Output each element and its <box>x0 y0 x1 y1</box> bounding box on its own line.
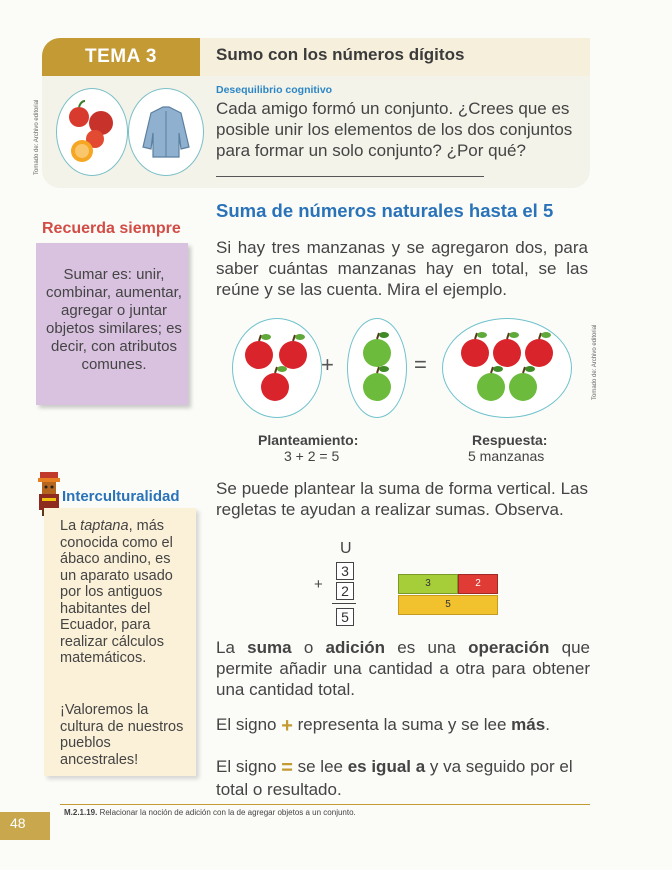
red-apple-icon <box>525 332 553 367</box>
def-text-part: La <box>216 638 248 657</box>
sum-line <box>332 603 356 604</box>
regleta-green: 3 <box>398 574 458 594</box>
respuesta-label: Respuesta: <box>472 432 548 448</box>
recuerda-title: Recuerda siempre <box>42 220 181 237</box>
vertical-plus-sign: + <box>314 576 323 593</box>
definition-paragraph <box>216 637 590 700</box>
red-apple-icon <box>261 366 289 401</box>
def-bold-adicion: adición <box>325 638 386 657</box>
body-paragraph-2: Se puede plantear la suma de forma vertical. Las regletas te ayudan a realizar sumas. Observa. <box>216 479 588 519</box>
def-text-part: que permite añadir una cantidad a otra para obtener una cantidad total. <box>216 638 590 699</box>
green-apple-icon <box>363 366 391 401</box>
inter-text-part: La <box>60 518 81 534</box>
taptana-word: taptana <box>80 518 129 534</box>
def-bold-suma: suma <box>247 638 292 657</box>
eq-text-part: y va seguido por el total o resultado. <box>216 757 573 799</box>
units-column-header: U <box>340 540 352 557</box>
inter-text-part: , más conocida como el ábaco andino, es un aparato usado por los antiguos habitantes del Ecuador, para realizar cálculos matemáticos. <box>60 518 173 666</box>
plus-operator: + <box>321 352 334 377</box>
plus-text-part: . <box>545 715 550 734</box>
equals-sign-paragraph <box>216 756 590 800</box>
plus-bold-mas: más <box>511 715 546 734</box>
image-credit: Tomado de: Archivo editorial <box>34 99 40 175</box>
planteamiento-label: Planteamiento: <box>258 432 359 448</box>
plus-text-part: El signo <box>216 715 282 734</box>
set-three-red-apples <box>232 318 322 418</box>
tema-badge: TEMA 3 <box>42 38 200 76</box>
fruits-set-image <box>56 88 128 176</box>
footer-divider <box>60 804 590 805</box>
interculturalidad-text <box>60 518 190 667</box>
operand-box-2: 2 <box>336 582 354 600</box>
section-title: Suma de números naturales hasta el 5 <box>216 200 554 221</box>
green-apple-icon <box>363 332 391 367</box>
eq-bold-es-igual-a: es igual a <box>347 757 426 776</box>
apple-image-credit: Tomado de: Archivo editorial <box>592 324 598 400</box>
curriculum-code-description: Relacionar la noción de adición con la de agregar objetos a un conjunto. <box>97 808 356 817</box>
body-paragraph-1: Si hay tres manzanas y se agregaron dos, para saber cuántas manzanas hay en total, se las reúne y se las cuenta. Mira el ejemplo. <box>216 238 588 299</box>
plus-text-part: representa la suma y se lee <box>292 715 512 734</box>
desequilibrio-label: Desequilibrio cognitivo <box>216 84 333 96</box>
eq-text-part: El signo <box>216 757 282 776</box>
regleta-yellow: 5 <box>398 595 498 615</box>
eq-text-part: se lee <box>292 757 348 776</box>
page-number: 48 <box>10 815 26 831</box>
recuerda-text: Sumar es: unir, combinar, aumentar, agregar o juntar objetos similares; es decir, con atributos comunes. <box>46 266 182 373</box>
planteamiento-expression: 3 + 2 = 5 <box>284 448 340 464</box>
red-apple-icon <box>245 334 273 369</box>
def-text-part: es una <box>385 638 469 657</box>
interculturalidad-title: Interculturalidad <box>62 488 180 505</box>
intro-question <box>216 98 588 182</box>
result-box: 5 <box>336 608 354 626</box>
page-title: Sumo con los números dígitos <box>216 45 465 64</box>
red-apple-icon <box>493 332 521 367</box>
jacket-set-image <box>128 88 204 176</box>
intro-question-text: Cada amigo formó un conjunto. ¿Crees que es posible unir los elementos de los dos conjuntos para formar un solo conjunto? ¿Por qué? <box>216 99 573 160</box>
plus-symbol-icon: + <box>281 715 293 737</box>
respuesta-value: 5 manzanas <box>468 448 545 464</box>
curriculum-code <box>64 808 356 817</box>
set-five-apples <box>442 318 572 418</box>
equals-operator: = <box>414 352 427 377</box>
equals-symbol-icon: = <box>281 757 293 779</box>
green-apple-icon <box>509 366 537 401</box>
set-two-green-apples <box>347 318 407 418</box>
def-text-part: o <box>291 638 326 657</box>
plus-sign-paragraph <box>216 714 590 737</box>
answer-line[interactable] <box>216 162 484 177</box>
interculturalidad-closing: ¡Valoremos la cultura de nuestros pueblos ancestrales! <box>60 702 184 768</box>
green-apple-icon <box>477 366 505 401</box>
red-apple-icon <box>279 334 307 369</box>
def-bold-operacion: operación <box>468 638 550 657</box>
operand-box-1: 3 <box>336 562 354 580</box>
curriculum-code-id: M.2.1.19. <box>64 808 98 817</box>
red-apple-icon <box>461 332 489 367</box>
regleta-red: 2 <box>458 574 498 594</box>
